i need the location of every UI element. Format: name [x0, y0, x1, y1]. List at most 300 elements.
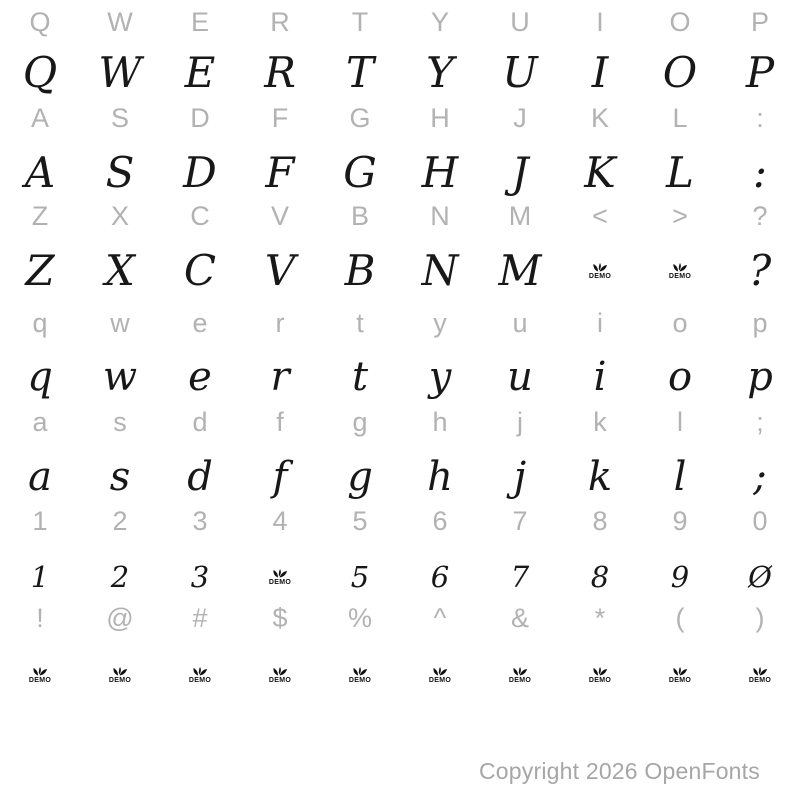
- font-glyph-cell: [480, 346, 560, 408]
- demo-petals-icon: [352, 666, 368, 676]
- font-glyph: V: [264, 246, 296, 295]
- reference-char: h: [432, 407, 448, 437]
- font-glyph-cell: [80, 446, 160, 508]
- font-glyph: R: [264, 48, 296, 97]
- font-glyph: P: [745, 48, 775, 97]
- font-glyph: Q: [22, 48, 58, 97]
- font-glyph: E: [184, 48, 216, 97]
- reference-char: M: [508, 201, 532, 231]
- reference-char: $: [272, 603, 288, 633]
- font-glyph: I: [591, 48, 609, 97]
- font-glyph: W: [98, 48, 142, 97]
- font-glyph-cell: [320, 142, 400, 204]
- demo-label: DEMO: [108, 677, 132, 684]
- reference-char-cell: [320, 4, 400, 40]
- font-glyph-cell: [640, 240, 720, 302]
- reference-char-row: [0, 600, 800, 636]
- reference-char: 2: [112, 506, 128, 536]
- demo-petals-icon: [752, 666, 768, 676]
- font-glyph-cell: [480, 42, 560, 104]
- reference-char: F: [271, 103, 289, 133]
- demo-petals-icon: [32, 666, 48, 676]
- reference-char: O: [669, 7, 691, 37]
- demo-placeholder: [349, 666, 371, 684]
- font-glyph-cell: [160, 42, 240, 104]
- reference-char-cell: [480, 404, 560, 440]
- reference-char: G: [349, 103, 371, 133]
- reference-char: f: [276, 407, 284, 437]
- reference-char: %: [347, 603, 372, 633]
- reference-char-cell: [720, 4, 800, 40]
- font-glyph-cell: [0, 446, 80, 508]
- reference-char: l: [677, 407, 683, 437]
- reference-char-cell: [560, 4, 640, 40]
- reference-char: U: [510, 7, 530, 37]
- font-glyph: d: [187, 454, 213, 500]
- font-glyph: k: [587, 454, 613, 500]
- reference-char-cell: [560, 198, 640, 234]
- reference-char: Y: [430, 7, 449, 37]
- font-glyph: U: [502, 48, 538, 97]
- font-glyph-cell: [240, 42, 320, 104]
- demo-petals-icon: [672, 666, 688, 676]
- font-glyph-cell: [320, 553, 400, 601]
- reference-char-cell: [160, 600, 240, 636]
- reference-char-cell: [640, 4, 720, 40]
- demo-placeholder: [749, 666, 771, 684]
- reference-char: k: [593, 407, 607, 437]
- font-glyph-cell: [240, 142, 320, 204]
- reference-char-cell: [240, 100, 320, 136]
- font-glyph-cell: [160, 446, 240, 508]
- demo-placeholder: [509, 666, 531, 684]
- font-glyph-cell: [80, 655, 160, 695]
- font-glyph: g: [347, 454, 373, 500]
- demo-placeholder: [189, 666, 211, 684]
- demo-petals-icon: [192, 666, 208, 676]
- reference-char-cell: [160, 100, 240, 136]
- reference-char-cell: [640, 305, 720, 341]
- reference-char-cell: [240, 305, 320, 341]
- font-glyph: A: [24, 148, 56, 197]
- footer-copyright: Copyright 2026 OpenFonts: [479, 758, 760, 784]
- reference-char-cell: [240, 198, 320, 234]
- font-glyph-cell: [80, 142, 160, 204]
- font-glyph-cell: [720, 240, 800, 302]
- font-glyph-cell: [80, 240, 160, 302]
- font-glyph: ;: [753, 454, 767, 500]
- reference-char: R: [270, 7, 290, 37]
- font-glyph: 2: [110, 560, 130, 594]
- reference-char-cell: [640, 100, 720, 136]
- demo-petals-icon: [432, 666, 448, 676]
- demo-label: DEMO: [588, 677, 612, 684]
- reference-char-cell: [320, 305, 400, 341]
- reference-char: S: [110, 103, 129, 133]
- font-glyph-cell: [160, 553, 240, 601]
- reference-char: &: [510, 603, 529, 633]
- font-glyph: l: [673, 454, 687, 500]
- reference-char-cell: [640, 404, 720, 440]
- reference-char-row: [0, 198, 800, 234]
- reference-char-cell: [720, 198, 800, 234]
- font-glyph-cell: [80, 553, 160, 601]
- reference-char: 8: [592, 506, 608, 536]
- demo-petals-icon: [512, 666, 528, 676]
- font-glyph-cell: [400, 142, 480, 204]
- reference-char-cell: [480, 4, 560, 40]
- font-glyph-cell: [400, 42, 480, 104]
- reference-char-cell: [0, 600, 80, 636]
- font-glyph: q: [27, 354, 53, 400]
- reference-char: N: [430, 201, 450, 231]
- reference-char: !: [36, 603, 44, 633]
- reference-char-cell: [0, 503, 80, 539]
- font-glyph-cell: [560, 655, 640, 695]
- reference-char-cell: [240, 600, 320, 636]
- reference-char: o: [672, 308, 688, 338]
- reference-char-cell: [0, 4, 80, 40]
- font-glyph-cell: [560, 42, 640, 104]
- reference-char: q: [32, 308, 48, 338]
- reference-char: g: [352, 407, 368, 437]
- reference-char-cell: [80, 404, 160, 440]
- font-glyph-cell: [400, 553, 480, 601]
- font-glyph-cell: [640, 142, 720, 204]
- font-glyph-cell: [0, 240, 80, 302]
- reference-char: Q: [29, 7, 51, 37]
- font-glyph-cell: [560, 240, 640, 302]
- demo-label: DEMO: [268, 579, 292, 586]
- reference-char: @: [106, 603, 134, 633]
- reference-char-cell: [0, 305, 80, 341]
- reference-char-cell: [320, 503, 400, 539]
- demo-label: DEMO: [668, 273, 692, 280]
- font-glyph: X: [105, 246, 135, 295]
- demo-placeholder: [589, 262, 611, 280]
- reference-char: ;: [756, 407, 764, 437]
- reference-char-cell: [160, 503, 240, 539]
- font-glyph: Y: [426, 48, 454, 97]
- font-glyph: u: [507, 354, 533, 400]
- font-glyph-cell: [320, 446, 400, 508]
- demo-placeholder: [669, 262, 691, 280]
- reference-char: 1: [32, 506, 48, 536]
- font-glyph: M: [498, 246, 542, 295]
- font-glyph: a: [28, 454, 52, 500]
- reference-char: P: [750, 7, 769, 37]
- reference-char-cell: [320, 404, 400, 440]
- reference-char: C: [190, 201, 210, 231]
- reference-char-row: [0, 305, 800, 341]
- demo-petals-icon: [272, 666, 288, 676]
- reference-char-cell: [400, 404, 480, 440]
- reference-char: K: [590, 103, 609, 133]
- reference-char: i: [597, 308, 603, 338]
- reference-char-cell: [80, 305, 160, 341]
- font-glyph-cell: [720, 446, 800, 508]
- font-glyph-cell: [0, 42, 80, 104]
- demo-label: DEMO: [28, 677, 52, 684]
- reference-char-cell: [400, 600, 480, 636]
- demo-petals-icon: [272, 568, 288, 578]
- demo-label: DEMO: [428, 677, 452, 684]
- font-glyph-row: [0, 240, 800, 302]
- font-glyph-cell: [640, 346, 720, 408]
- reference-char: <: [592, 201, 608, 231]
- reference-char-cell: [720, 100, 800, 136]
- font-glyph: 6: [430, 560, 450, 594]
- reference-char: *: [594, 603, 606, 633]
- font-glyph: j: [513, 454, 527, 500]
- font-glyph-cell: [160, 346, 240, 408]
- reference-char: X: [110, 201, 129, 231]
- reference-char: d: [192, 407, 208, 437]
- reference-char-cell: [80, 503, 160, 539]
- font-glyph-cell: [240, 655, 320, 695]
- font-glyph-cell: [160, 655, 240, 695]
- reference-char: #: [192, 603, 208, 633]
- reference-char: ?: [752, 201, 768, 231]
- reference-char: ): [755, 603, 765, 633]
- font-glyph-row: [0, 142, 800, 204]
- reference-char-cell: [480, 305, 560, 341]
- font-glyph-cell: [480, 240, 560, 302]
- font-glyph: 7: [510, 560, 530, 594]
- font-glyph: J: [511, 148, 529, 197]
- reference-char-cell: [160, 4, 240, 40]
- reference-char-cell: [720, 404, 800, 440]
- font-glyph-cell: [0, 142, 80, 204]
- font-glyph: T: [345, 48, 374, 97]
- reference-char-cell: [320, 600, 400, 636]
- reference-char-cell: [320, 198, 400, 234]
- font-glyph-cell: [720, 142, 800, 204]
- reference-char: s: [113, 407, 127, 437]
- font-glyph: F: [265, 148, 295, 197]
- reference-char: y: [433, 308, 447, 338]
- reference-char-cell: [560, 600, 640, 636]
- font-glyph: B: [344, 246, 376, 295]
- reference-char: r: [275, 308, 285, 338]
- reference-char-cell: [80, 100, 160, 136]
- reference-char: W: [107, 7, 133, 37]
- reference-char-cell: [0, 100, 80, 136]
- font-glyph-cell: [240, 240, 320, 302]
- reference-char: 0: [752, 506, 768, 536]
- reference-char: 4: [272, 506, 288, 536]
- font-glyph-cell: [0, 553, 80, 601]
- reference-char: u: [512, 308, 528, 338]
- font-glyph-cell: [720, 655, 800, 695]
- font-glyph: Z: [25, 246, 55, 295]
- reference-char: E: [190, 7, 209, 37]
- reference-char: A: [30, 103, 49, 133]
- font-glyph: p: [747, 354, 773, 400]
- reference-char-cell: [80, 4, 160, 40]
- reference-char-cell: [640, 600, 720, 636]
- font-glyph: ?: [748, 246, 772, 295]
- reference-char-cell: [480, 503, 560, 539]
- font-glyph-cell: [720, 42, 800, 104]
- font-glyph-cell: [320, 42, 400, 104]
- reference-char: 9: [672, 506, 688, 536]
- reference-char-cell: [240, 404, 320, 440]
- reference-char: V: [270, 201, 289, 231]
- reference-char-cell: [400, 198, 480, 234]
- font-glyph: y: [428, 354, 452, 400]
- font-glyph: o: [667, 354, 693, 400]
- reference-char-row: [0, 4, 800, 40]
- reference-char-cell: [160, 404, 240, 440]
- reference-char: a: [32, 407, 48, 437]
- reference-char: j: [517, 407, 523, 437]
- demo-placeholder: [429, 666, 451, 684]
- reference-char-cell: [640, 198, 720, 234]
- font-glyph-cell: [560, 346, 640, 408]
- reference-char: >: [672, 201, 688, 231]
- font-glyph-cell: [400, 655, 480, 695]
- font-glyph-cell: [720, 346, 800, 408]
- font-glyph-cell: [560, 553, 640, 601]
- demo-petals-icon: [672, 262, 688, 272]
- reference-char-cell: [240, 503, 320, 539]
- font-glyph-cell: [640, 553, 720, 601]
- font-glyph-cell: [320, 240, 400, 302]
- font-glyph: i: [593, 354, 607, 400]
- reference-char-cell: [560, 100, 640, 136]
- font-glyph: 1: [30, 560, 50, 594]
- demo-placeholder: [669, 666, 691, 684]
- font-glyph: f: [272, 454, 288, 500]
- reference-char-cell: [400, 305, 480, 341]
- demo-placeholder: [269, 666, 291, 684]
- reference-char-cell: [560, 404, 640, 440]
- demo-petals-icon: [112, 666, 128, 676]
- reference-char-cell: [80, 600, 160, 636]
- reference-char: L: [672, 103, 688, 133]
- reference-char-cell: [160, 305, 240, 341]
- font-glyph: L: [666, 148, 694, 197]
- font-glyph: N: [421, 246, 459, 295]
- font-glyph-cell: [480, 142, 560, 204]
- font-glyph-cell: [480, 446, 560, 508]
- reference-char-cell: [560, 305, 640, 341]
- font-glyph-row: [0, 446, 800, 508]
- font-glyph-cell: [160, 240, 240, 302]
- font-glyph-row: [0, 346, 800, 408]
- reference-char: :: [756, 103, 764, 133]
- reference-char-cell: [320, 100, 400, 136]
- demo-label: DEMO: [188, 677, 212, 684]
- font-glyph-cell: [320, 655, 400, 695]
- font-glyph: 5: [350, 560, 370, 594]
- reference-char: p: [752, 308, 768, 338]
- reference-char-cell: [400, 503, 480, 539]
- demo-label: DEMO: [268, 677, 292, 684]
- font-glyph: O: [662, 48, 698, 97]
- reference-char-row: [0, 100, 800, 136]
- font-glyph-cell: [480, 553, 560, 601]
- font-glyph-cell: [560, 446, 640, 508]
- reference-char-cell: [0, 404, 80, 440]
- reference-char-cell: [0, 198, 80, 234]
- reference-char-cell: [640, 503, 720, 539]
- font-glyph-cell: [160, 142, 240, 204]
- font-glyph-cell: [640, 655, 720, 695]
- font-glyph: h: [427, 454, 453, 500]
- font-glyph-cell: [480, 655, 560, 695]
- demo-label: DEMO: [348, 677, 372, 684]
- reference-char: Z: [31, 201, 49, 231]
- reference-char-cell: [240, 4, 320, 40]
- reference-char-cell: [720, 305, 800, 341]
- font-glyph-cell: [400, 240, 480, 302]
- reference-char-cell: [160, 198, 240, 234]
- font-glyph-cell: [0, 346, 80, 408]
- font-glyph: Ø: [748, 560, 772, 594]
- font-glyph-cell: [80, 346, 160, 408]
- font-glyph: D: [183, 148, 217, 197]
- reference-char-cell: [480, 198, 560, 234]
- demo-placeholder: [29, 666, 51, 684]
- font-glyph: C: [183, 246, 217, 295]
- reference-char: (: [675, 603, 685, 633]
- font-glyph-cell: [720, 553, 800, 601]
- reference-char: J: [513, 103, 527, 133]
- reference-char: 3: [192, 506, 208, 536]
- font-glyph: S: [105, 148, 135, 197]
- reference-char-cell: [480, 600, 560, 636]
- font-glyph-cell: [80, 42, 160, 104]
- font-glyph: K: [584, 148, 616, 197]
- reference-char: 6: [432, 506, 448, 536]
- font-glyph-cell: [240, 446, 320, 508]
- demo-label: DEMO: [668, 677, 692, 684]
- font-glyph-cell: [640, 446, 720, 508]
- font-glyph: w: [102, 354, 138, 400]
- reference-char: D: [190, 103, 210, 133]
- demo-placeholder: [109, 666, 131, 684]
- reference-char-cell: [560, 503, 640, 539]
- demo-label: DEMO: [588, 273, 612, 280]
- demo-label: DEMO: [748, 677, 772, 684]
- font-glyph-cell: [0, 655, 80, 695]
- reference-char: w: [110, 308, 130, 338]
- reference-char: B: [350, 201, 369, 231]
- font-glyph: s: [109, 454, 131, 500]
- demo-petals-icon: [592, 666, 608, 676]
- demo-placeholder: [589, 666, 611, 684]
- font-glyph-cell: [400, 346, 480, 408]
- font-glyph: :: [752, 148, 768, 197]
- demo-label: DEMO: [508, 677, 532, 684]
- font-glyph: 9: [670, 560, 690, 594]
- reference-char-cell: [480, 100, 560, 136]
- font-glyph: H: [421, 148, 459, 197]
- font-glyph-cell: [640, 42, 720, 104]
- reference-char: 7: [512, 506, 528, 536]
- font-glyph-cell: [560, 142, 640, 204]
- reference-char: H: [430, 103, 450, 133]
- font-glyph: e: [188, 354, 212, 400]
- reference-char: ^: [433, 603, 447, 633]
- font-glyph: t: [351, 354, 369, 400]
- reference-char: e: [192, 308, 208, 338]
- reference-char: T: [351, 7, 369, 37]
- font-glyph-cell: [400, 446, 480, 508]
- font-glyph-row: [0, 553, 800, 601]
